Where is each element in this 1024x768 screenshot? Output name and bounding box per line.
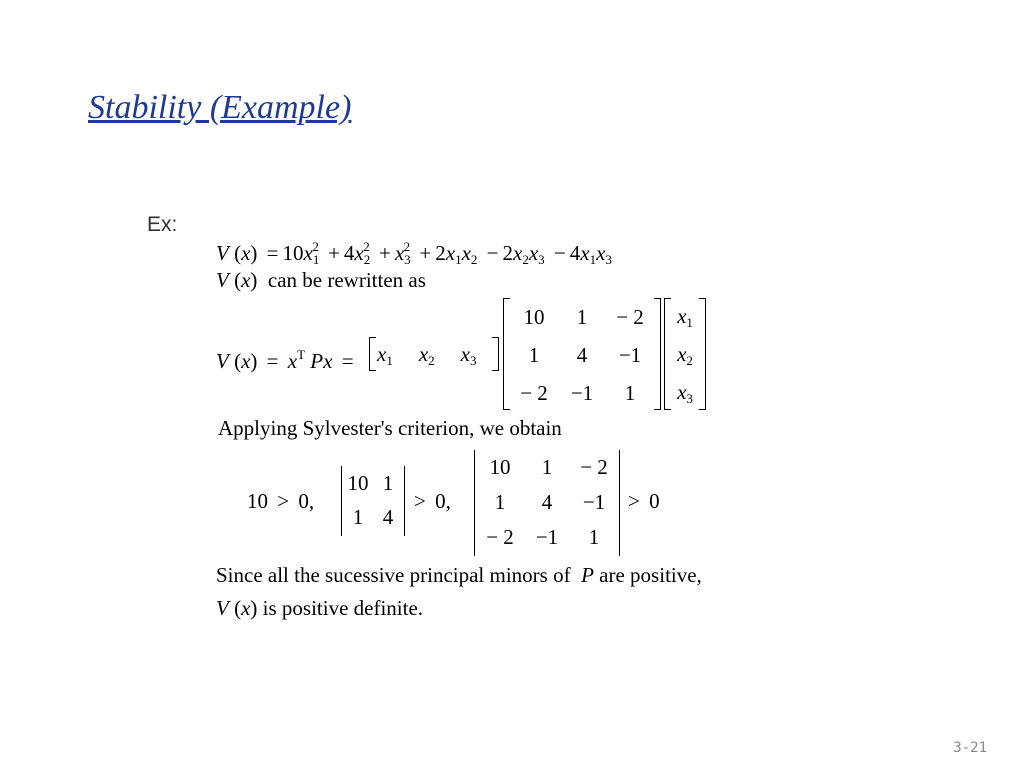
matrix-cell: 1 (576, 304, 588, 329)
vector-index: 1 (686, 314, 693, 330)
matrix-cell: 1 (528, 342, 540, 367)
matrix-cell: − 2 (616, 304, 644, 329)
vector-index: 3 (686, 390, 693, 406)
matrix-cell: − 2 (520, 380, 548, 405)
rewritten-text: can be rewritten as (267, 268, 426, 292)
vector-index: 2 (686, 352, 693, 368)
minor-cell: 1 (382, 470, 394, 495)
quadratic-form-lhs: V $(x) = x^T$ Px = (216, 347, 354, 373)
second-minor-inequality: > 0, (414, 489, 451, 513)
det-cell: −1 (535, 525, 559, 549)
matrix-cell: −1 (618, 342, 642, 367)
row-vector-xT: $x_1$ $x_2$ $x_3$ (369, 337, 499, 371)
sylvester-text: Applying Sylvester's criterion, we obtain (218, 416, 562, 440)
minor-cell: 4 (382, 504, 394, 529)
det-cell: − 2 (486, 525, 514, 549)
det-cell: 1 (541, 455, 553, 479)
det-cell: 1 (494, 490, 506, 514)
second-minor-determinant (341, 466, 405, 536)
matrix-P (503, 298, 661, 410)
since-text: Since all the sucessive principal minors of (216, 563, 571, 587)
are-positive-text: are positive, (599, 563, 702, 587)
det-cell: −1 (582, 490, 606, 514)
rewritten-line: V (x) can be rewritten as (216, 268, 426, 292)
minor-cell: 10 (347, 470, 369, 495)
matrix-cell: −1 (570, 380, 594, 405)
det-cell: 1 (588, 525, 600, 549)
minor-cell: 1 (352, 504, 364, 529)
conclusion-line-2: V (x) is positive definite. (216, 596, 424, 620)
page-number: 3-21 (953, 740, 987, 756)
matrix-cell: 10 (523, 304, 545, 329)
first-minor: 10 > 0, (247, 489, 315, 513)
det-cell: 10 (489, 455, 511, 479)
positive-definite-text: is positive definite. (262, 596, 424, 620)
third-minor-determinant (474, 450, 620, 556)
det-cell: − 2 (580, 455, 608, 479)
slide-title: Stability (Example) (88, 89, 352, 126)
matrix-cell: 1 (624, 380, 636, 405)
third-minor-inequality: > 0 (628, 489, 660, 513)
matrix-cell: 4 (576, 342, 588, 367)
column-vector-x: $x_1$ $x_2$ $x_3$ (664, 298, 706, 410)
det-cell: 4 (541, 490, 553, 514)
conclusion-line-1: Since all the sucessive principal minors of P are positive, (216, 563, 702, 587)
example-label: Ex: (147, 213, 178, 236)
lyapunov-function-equation: V $(x) = 10x_1^2 + 4x_2^2 + x_3^2 + 2x_1x_2 - 2x_2x_3 - 4x_1x_3$ (216, 239, 612, 267)
